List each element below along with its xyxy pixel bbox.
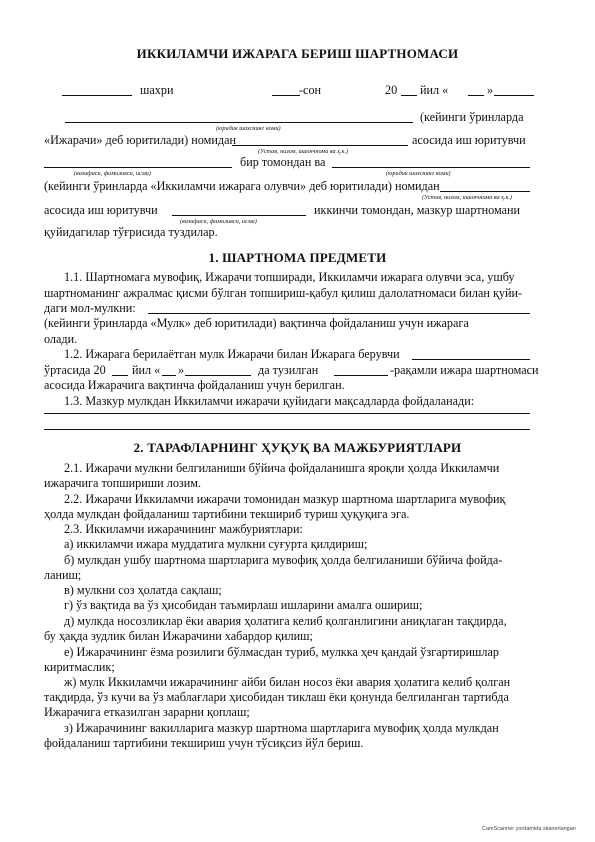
- clause-2-line: ланиш;: [44, 568, 82, 582]
- lease-year-blank: [112, 375, 128, 376]
- parties-line5-end: иккинчи томондан, мазкур шартномани: [314, 203, 521, 217]
- clause-1-2-line3: асосида Ижарачига вақтинча фойдаланиш учун берилган.: [44, 378, 345, 392]
- caption-position-1: (вазифаси, фамилияси, исми): [74, 170, 151, 177]
- clause-2-line: фойдаланиш тартибини текшириш учун тўсиқсиз йўл бериш.: [44, 736, 364, 750]
- sublessee-person-blank: [172, 215, 306, 216]
- year-suffix: йил «: [420, 83, 449, 97]
- lease-day-blank: [162, 375, 176, 376]
- parties-line3-mid: бир томондан ва: [240, 155, 326, 169]
- number-label: -сон: [299, 83, 322, 97]
- lessee-person-blank: [44, 167, 232, 168]
- parties-line1-end: (кейинги ўринларда: [420, 110, 524, 124]
- month-blank: [494, 95, 534, 96]
- clause-1-3-line1: 1.3. Мазкур мулкдан Иккиламчи ижарачи қуйидаги мақсадларда фойдаланади:: [64, 394, 475, 408]
- quote-close: »: [487, 83, 494, 97]
- clause-1-1-line2: шартноманинг ажралмас қисми бўлган топшириш-қабул қилиш далолатномаси билан қуйи-: [44, 286, 523, 300]
- sublessee-name-blank: [332, 167, 530, 168]
- clause-1-1-line5: олади.: [44, 332, 78, 346]
- parties-line2-end: асосида иш юритувчи: [412, 133, 526, 147]
- parties-line6: қуйидагилар тўғрисида туздилар.: [44, 225, 218, 239]
- section1-heading: 1. ШАРТНОМА ПРЕДМЕТИ: [208, 250, 387, 265]
- purpose-blank-2: [44, 429, 530, 430]
- purpose-blank-1: [44, 413, 530, 414]
- clause-2-line: ижарачига топшириши лозим.: [44, 476, 202, 490]
- city-label: шахри: [140, 83, 174, 97]
- clause-2-line: киритмаслик;: [44, 660, 115, 674]
- lessee-name-blank: [65, 122, 413, 123]
- clause-2-line: ж) мулк Иккиламчи ижарачининг айби билан носоз ёки авария ҳолатига келиб қолган: [64, 675, 511, 689]
- clause-1-1-line3: даги мол-мулкни:: [44, 301, 136, 315]
- year-prefix: 20: [385, 83, 398, 97]
- lessee-basis-blank: [232, 145, 408, 146]
- lease-month-blank: [185, 375, 251, 376]
- parties-line4: (кейинги ўринларда «Иккиламчи ижарага олувчи» деб юритилади) номидан: [44, 179, 440, 193]
- caption-position-2: (вазифаси, фамилияси, исми): [180, 218, 257, 225]
- clause-2-line: а) иккиламчи ижара муддатига мулкни суғурта қилдириш;: [64, 537, 368, 551]
- clause-2-line: бу ҳақда зудлик билан Ижарачини хабардор қилиш;: [44, 629, 313, 643]
- parties-line2-start: «Ижарачи» деб юритилади) номидан: [44, 133, 237, 147]
- clause-1-2-year-suffix: йил «: [132, 363, 161, 377]
- section2-heading: 2. ТАРАФЛАРНИНГ ҲУҚУҚ ВА МАЖБУРИЯТЛАРИ: [133, 440, 462, 455]
- number-blank: [272, 95, 300, 96]
- clause-1-2-contract-number: -рақамли ижара шартномаси: [390, 363, 539, 377]
- clause-2-line: г) ўз вақтида ва ўз ҳисобидан таъмирлаш ишларини амалга ошириш;: [64, 598, 423, 612]
- clause-1-2-quote-close: »: [178, 363, 185, 377]
- caption-legal-entity-1: (юридик шахснинг номи): [216, 125, 281, 132]
- sublessee-basis-blank: [440, 191, 530, 192]
- clause-2-line: д) мулкда носозликлар ёки авария ҳолатига келиб қолганлигини аниқлаган тақдирда,: [64, 614, 507, 628]
- clause-2-line: 2.3. Иккиламчи ижарачининг мажбуриятлари:: [64, 522, 303, 536]
- caption-charter-2: (Устав, низом, ишончнома ва ҳ.к.): [422, 194, 512, 201]
- scanner-watermark: CamScanner yordamida skanerlangan: [482, 826, 576, 832]
- property-blank: [148, 313, 530, 314]
- clause-1-1-line1: 1.1. Шартномага мувофиқ, Ижарачи топширади, Иккиламчи ижарага олувчи эса, ушбу: [64, 270, 515, 284]
- clause-2-line: 2.2. Ижарачи Иккиламчи ижарачи томонидан мазкур шартнома шартларига мувофиқ: [64, 492, 506, 506]
- clause-2-line: б) мулкдан ушбу шартнома шартларига мувофиқ ҳолда белгиланиши бўйича фойда-: [64, 553, 503, 567]
- lessor-blank: [412, 359, 530, 360]
- caption-legal-entity-2: (юридик шахснинг номи): [386, 170, 451, 177]
- document-title: ИККИЛАМЧИ ИЖАРАГА БЕРИШ ШАРТНОМАСИ: [136, 46, 459, 61]
- clause-2-line: 2.1. Ижарачи мулкни белгиланиши бўйича фойдаланишга яроқли ҳолда Иккиламчи: [64, 461, 500, 475]
- clause-2-line: тақдирда, ўз кучи ва ўз маблағлари ҳисобидан тиклаш ёки қонунда белгиланган тартибда: [44, 690, 509, 704]
- clause-2-line: в) мулкни соз ҳолатда сақлаш;: [64, 583, 222, 597]
- caption-charter-1: (Устав, низом, ишончнома ва ҳ.к.): [258, 148, 348, 155]
- clause-2-line: е) Ижарачининг ёзма розилиги бўлмасдан туриб, мулкка ҳеч қандай ўзгартиришлар: [64, 645, 499, 659]
- clause-2-line: Ижарачига етказилган зарарни қоплаш;: [44, 705, 250, 719]
- lease-number-blank: [334, 375, 388, 376]
- clause-2-line: з) Ижарачининг вакилларига мазкур шартнома шартларига мувофиқ ҳолда мулкдан: [64, 721, 499, 735]
- parties-line5-start: асосида иш юритувчи: [44, 203, 158, 217]
- clause-1-2-date-prefix: ўртасида 20: [44, 363, 106, 377]
- clause-1-1-line4: (кейинги ўринларда «Мулк» деб юритилади) вақтинча фойдаланиш учун ижарага: [44, 316, 469, 330]
- clause-2-line: ҳолда мулкдан фойдаланиш тартибини текшириб туриш ҳуқуқига эга.: [44, 507, 410, 521]
- clause-1-2-line1: 1.2. Ижарага берилаётган мулк Ижарачи билан Ижарага берувчи: [64, 347, 400, 361]
- city-blank: [62, 95, 132, 96]
- day-blank: [468, 95, 484, 96]
- year-blank: [401, 95, 417, 96]
- clause-1-2-concluded: да тузилган: [258, 363, 319, 377]
